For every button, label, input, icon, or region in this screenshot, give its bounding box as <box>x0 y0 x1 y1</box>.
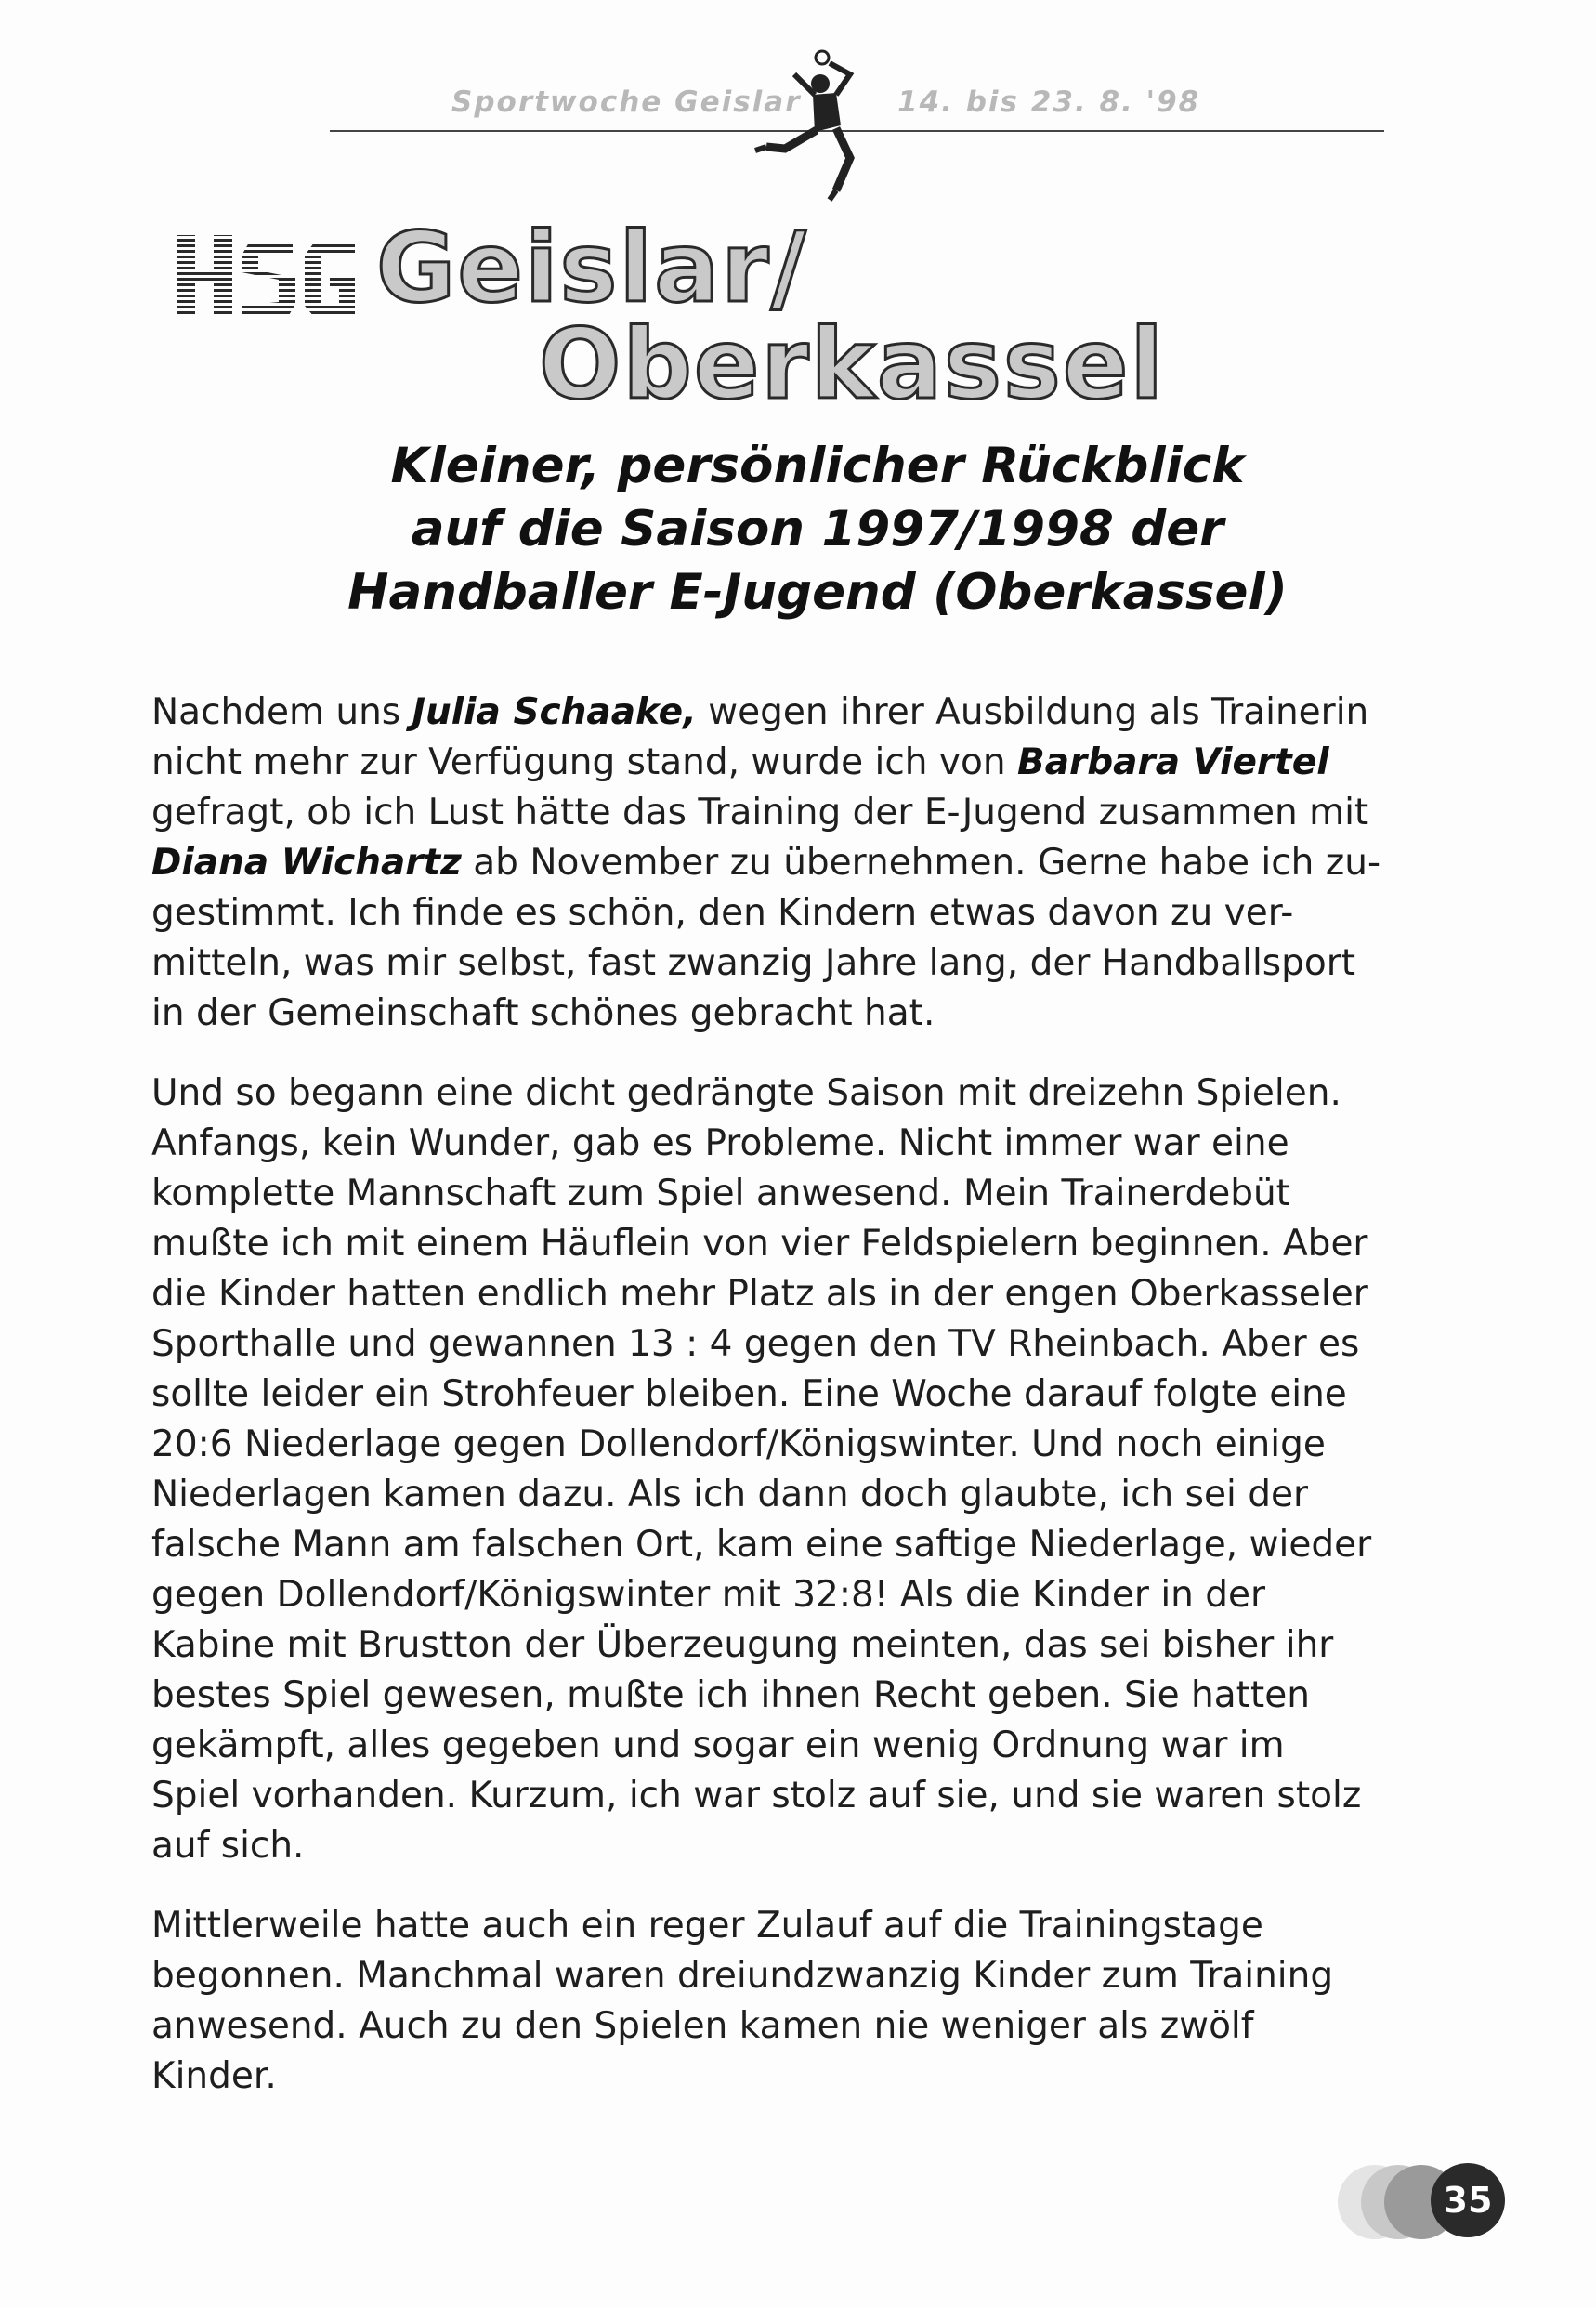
hsg-logo-icon <box>177 228 358 321</box>
page-title-line2: Oberkassel <box>539 308 1166 421</box>
subtitle-line: Kleiner, persönlicher Rückblick <box>390 438 1245 494</box>
header-event-title: Sportwoche Geislar <box>446 85 807 119</box>
page-title-line1: Geislar/ <box>376 211 808 324</box>
text-line: komplette Mannschaft zum Spiel anwesend. Mein Trainerdebüt <box>151 1173 1290 1214</box>
text-line: 20:6 Niederlage gegen Dollendorf/Königswinter. Und noch einige <box>151 1423 1326 1465</box>
paragraph-3 <box>151 1901 1498 2102</box>
text-line: gegen Dollendorf/Königswinter mit 32:8! Als die Kinder in der <box>151 1574 1266 1616</box>
text-line: nicht mehr zur Verfügung stand, wurde ich von Barbara Viertel <box>151 741 1329 783</box>
text-line: auf sich. <box>151 1825 305 1867</box>
person-name: Julia Schaake, <box>412 691 697 733</box>
person-name: Diana Wichartz <box>151 842 462 884</box>
text-line: Kinder. <box>151 2055 277 2097</box>
text-line: Kabine mit Brustton der Überzeugung meinten, das sei bisher ihr <box>151 1624 1334 1666</box>
text-line: gefragt, ob ich Lust hätte das Training der E-Jugend zusammen mit <box>151 792 1369 833</box>
text-line: mußte ich mit einem Häuflein von vier Feldspielern beginnen. Aber <box>151 1223 1368 1265</box>
person-name: Barbara Viertel <box>1016 741 1329 783</box>
subtitle <box>260 435 1375 624</box>
paragraph-1 <box>151 688 1498 1039</box>
header-event-dates: 14. bis 23. 8. '98 <box>892 85 1206 119</box>
subtitle-line: Handballer E-Jugend (Oberkassel) <box>347 564 1288 621</box>
text-line: Sporthalle und gewannen 13 : 4 gegen den TV Rheinbach. Aber es <box>151 1323 1360 1365</box>
article-body <box>151 688 1498 2131</box>
subtitle-line: auf die Saison 1997/1998 der <box>411 501 1224 557</box>
page-header <box>330 85 1384 141</box>
text-line: gestimmt. Ich finde es schön, den Kindern etwas davon zu ver- <box>151 892 1294 934</box>
text-line: Anfangs, kein Wunder, gab es Probleme. Nicht immer war eine <box>151 1122 1289 1164</box>
text-line: Nachdem uns Julia Schaake, wegen ihrer Ausbildung als Trainerin <box>151 691 1369 733</box>
text-line: die Kinder hatten endlich mehr Platz als in der engen Oberkasseler <box>151 1273 1368 1315</box>
text-line: gekämpft, alles gegeben und sogar ein wenig Ordnung war im <box>151 1724 1285 1766</box>
page-number: 35 <box>1443 2180 1493 2221</box>
text-line: sollte leider ein Strohfeuer bleiben. Eine Woche darauf folgte eine <box>151 1373 1347 1415</box>
text-line: Niederlagen kamen dazu. Als ich dann doch glaubte, ich sei der <box>151 1474 1308 1515</box>
paragraph-2 <box>151 1069 1498 1871</box>
handball-player-icon <box>748 46 887 209</box>
text-line: falsche Mann am falschen Ort, kam eine saftige Niederlage, wieder <box>151 1524 1372 1566</box>
text-line: Spiel vorhanden. Kurzum, ich war stolz auf sie, und sie waren stolz <box>151 1775 1362 1816</box>
text-line: Mittlerweile hatte auch ein reger Zulauf auf die Trainingstage <box>151 1905 1263 1947</box>
text-line: in der Gemeinschaft schönes gebracht hat. <box>151 992 935 1034</box>
text-line: Und so begann eine dicht gedrängte Saison mit dreizehn Spielen. <box>151 1072 1341 1114</box>
text-line: begonnen. Manchmal waren dreiundzwanzig Kinder zum Training <box>151 1955 1334 1997</box>
text-line: anwesend. Auch zu den Spielen kamen nie weniger als zwölf <box>151 2005 1254 2047</box>
text-line: mitteln, was mir selbst, fast zwanzig Jahre lang, der Handballsport <box>151 942 1356 984</box>
text-line: Diana Wichartz ab November zu übernehmen. Gerne habe ich zu- <box>151 842 1381 884</box>
text-line: bestes Spiel gewesen, mußte ich ihnen Recht geben. Sie hatten <box>151 1674 1310 1716</box>
